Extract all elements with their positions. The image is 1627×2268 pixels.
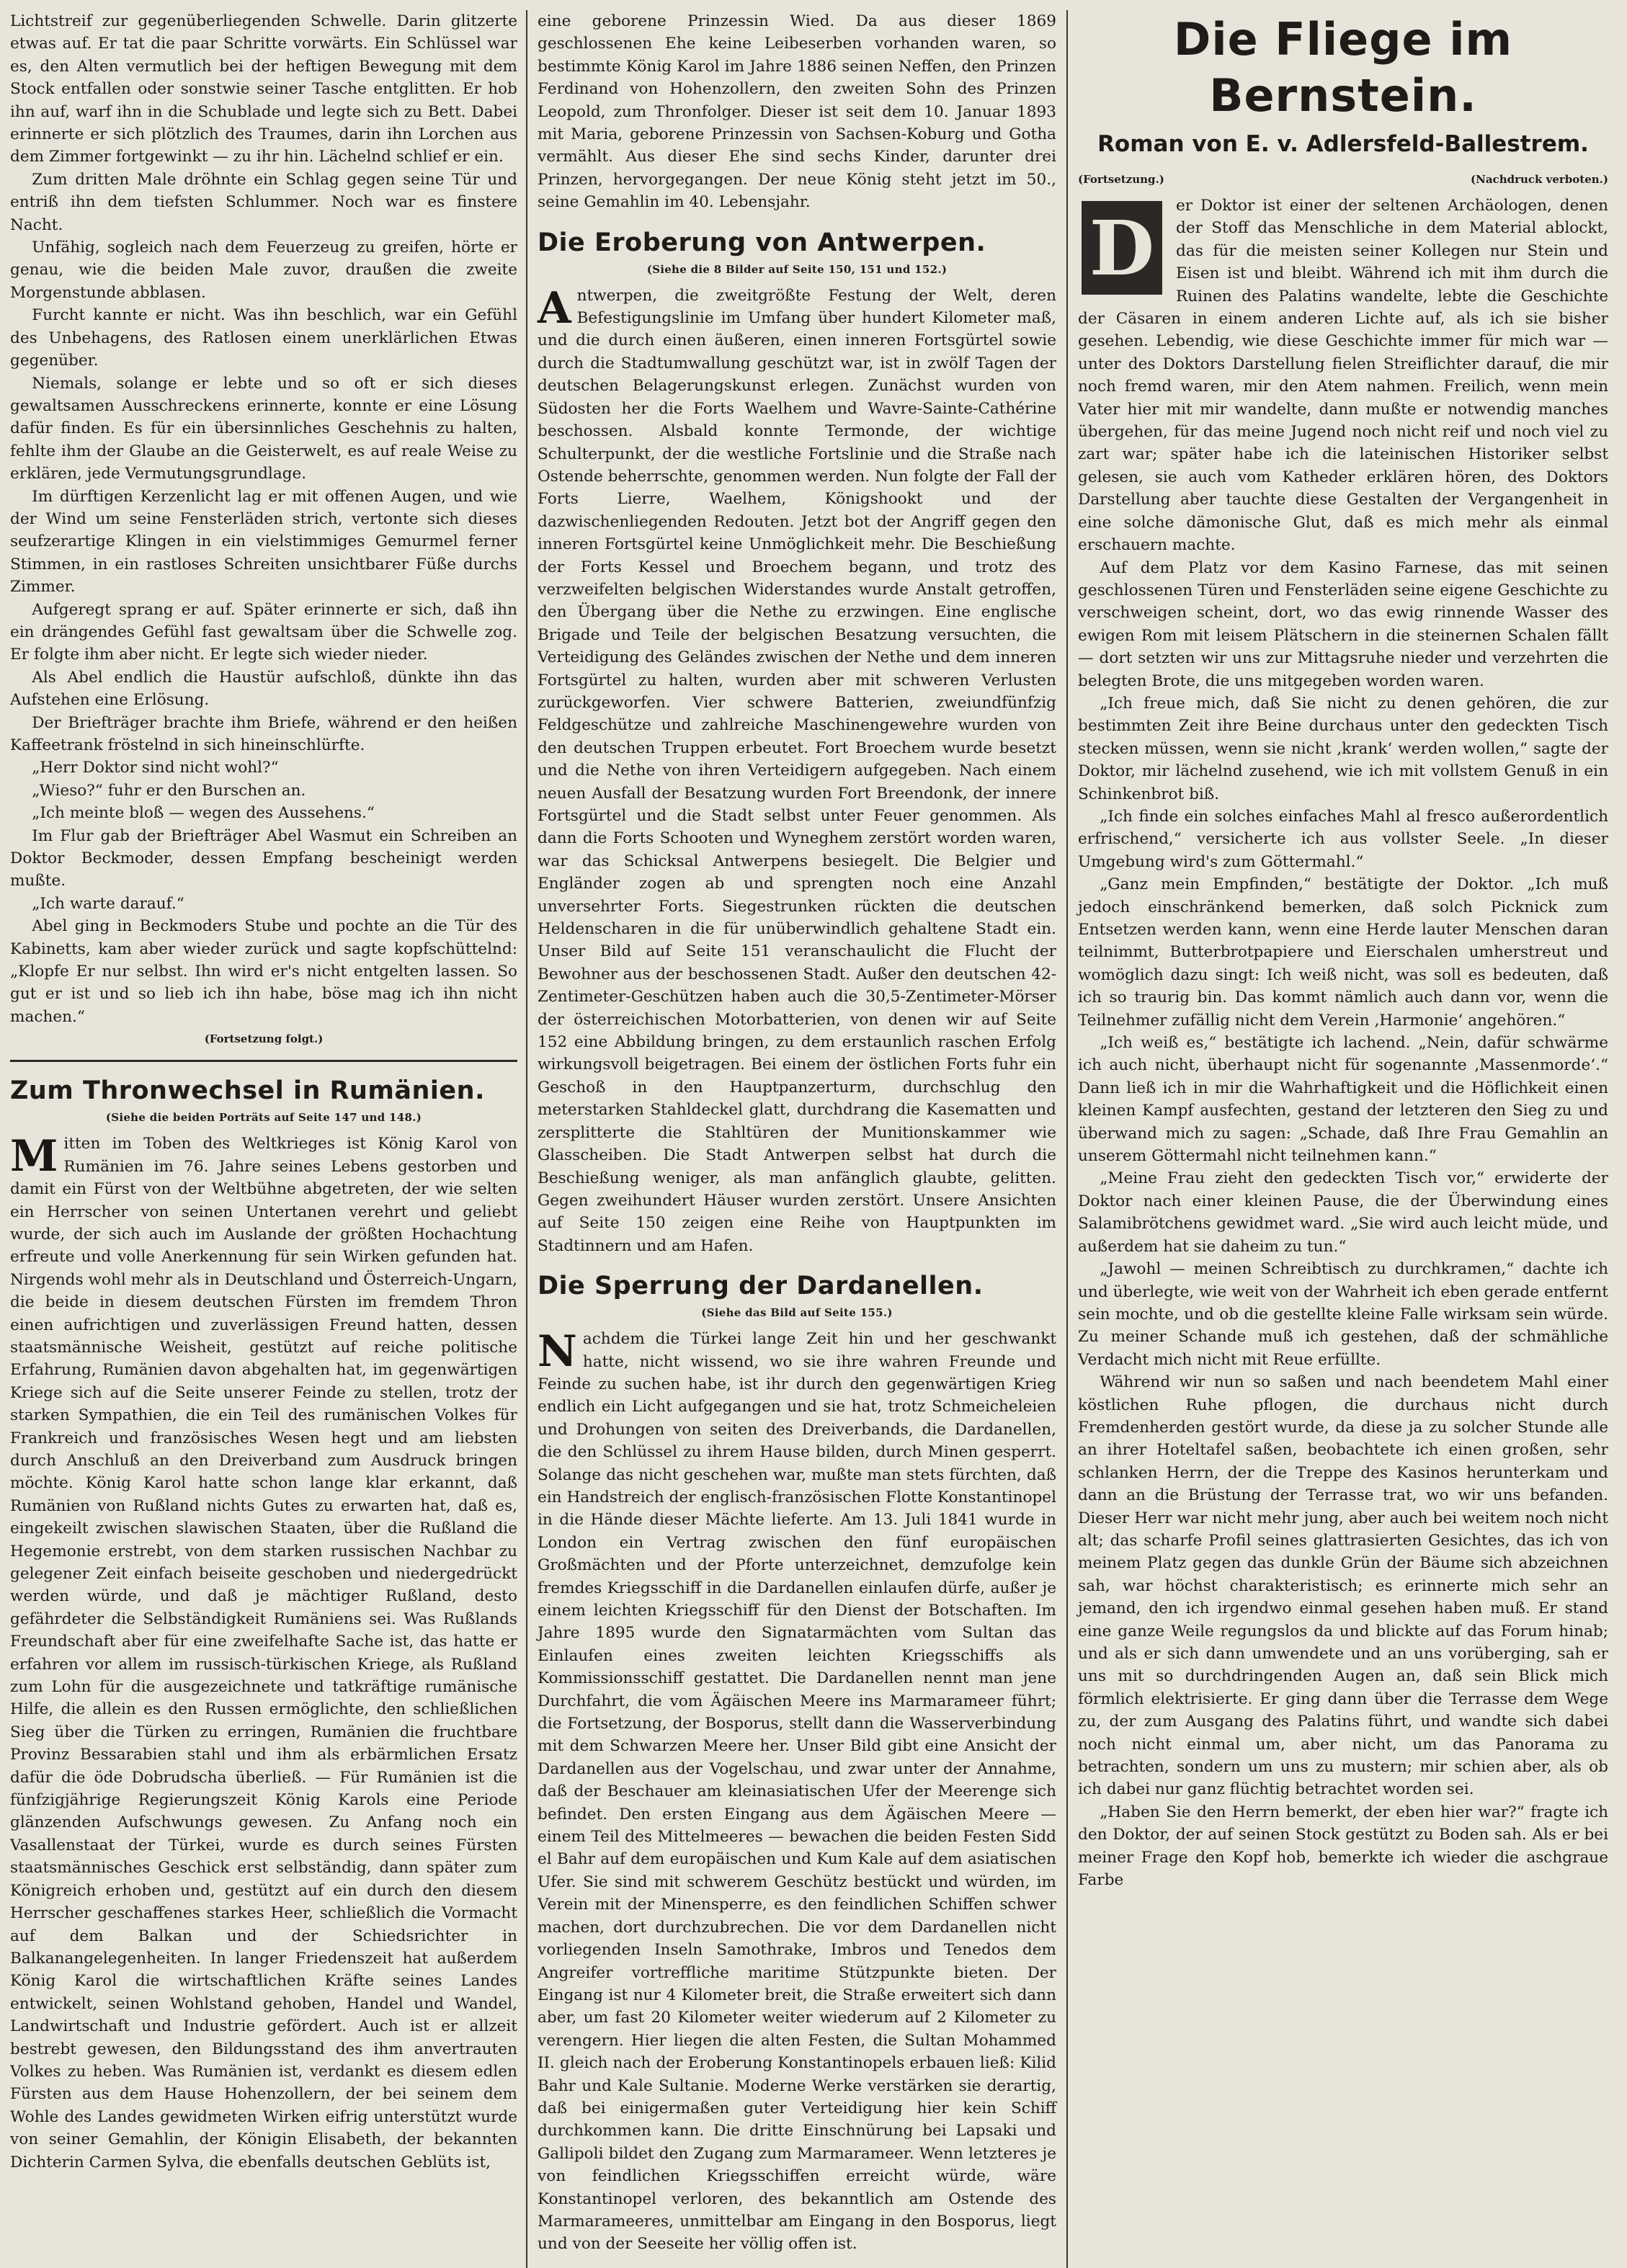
serial-continuation [10,10,517,1050]
paragraph: „Haben Sie den Herrn bemerkt, der eben hier war?“ fragte ich den Doktor, der auf seinen Stock gestützt zu Boden sah. Als er bei meiner Frage den Kopf hob, bemerkte ich wieder die aschgraue Farbe [1078,1803,1608,1890]
article-headline: Die Sperrung der Dardanellen. [538,1272,984,1301]
paragraph: Aufgeregt sprang er auf. Später erinnerte er sich, daß ihn ein drängendes Gefühl fast gewaltsam über die Schwelle zog. Er folgte ihm aber nicht. Er legte sich wieder nieder. [10,600,517,664]
paragraph: „Jawohl — meinen Schreibtisch zu durchkramen,“ dachte ich und überlegte, wie weit von der Wahrheit ich eben gerade entfernt sein mochte, und ob die gestellte kleine Falle wirksam sein würde. Zu meiner Schande muß ich gestehen, daß der schmähliche Verdacht mich nicht mit Reue erfüllte. [1078,1260,1608,1369]
paragraph [10,1133,517,2174]
paragraph-text: itten im Toben des Weltkrieges ist König Karol von Rumänien im 76. Jahre seines Lebens gestorben und damit ein Fürst von der Weltbühne abgetreten, der wie selten ein Herrscher von seinen Untertanen verehrt und geliebt wurde, der sich auch im Auslande der größten Hochachtung erfreute und volle Anerkennung für sein Wirken gefunden hat. Nirgends wohl mehr als in Deutschland und Österreich-Ungarn, die beide in diesem deutschen Fürsten im fremdem Thron einen aufrichtigen und zuverlässigen Freund hatten, dessen staatsmännische Weisheit, gestützt auf reiche politische Erfahrung, Rumänien davon abgehalten hat, im gegenwärtigen Kriege sich auf die Seite unserer Feinde zu stellen, trotz der starken Sympathien, die ein Teil des rumänischen Volkes für Frankreich und französisches Wesen hegt und am liebsten durch Anschluß an den Dreiverband zum Ausdruck bringen möchte. König Karol hatte schon lange klar erkannt, daß Rumänien von Rußland nichts Gutes zu erwarten hat, daß es, eingekeilt zwischen slawischen Staaten, über die Rußland die Hegemonie erstrebt, von dem starken russischen Nachbar zu gelegener Zeit einfach beiseite geschoben und niedergedrückt werden würde, und daß je mächtiger Rußland, desto gefährdeter die Selbständigkeit Rumäniens sei. Was Rußlands Freundschaft aber für eine zweifelhafte Sache ist, das hatte er erfahren vor allem im russisch-türkischen Kriege, als Rußland zum Lohn für die ausgezeichnete und tatkräftige rumänische Hilfe, die allein es den Russen ermöglichte, den schließlichen Sieg über die Türken zu erringen, Rumänien die fruchtbare Provinz Bessarabien stahl und ihm als erbärmlichen Ersatz dafür die öde Dobrudscha überließ. — Für Rumänien ist die fünfzigjährige Regierungszeit König Karols eine Periode glänzenden Aufschwungs gewesen. Zu Anfang noch ein Vasallenstaat der Türkei, wurde es durch seines Fürsten staatsmännisches Geschick erst selbständig, dann später zum Königreich erhoben und, gestützt auf ein durch den diesem Herrscher geschaffenes starkes Heer, schließlich die Vormacht auf dem Balkan und der Schiedsrichter in Balkanangelegenheiten. In langer Friedenszeit hat außerdem König Karol die wirtschaftlichen Kräfte seines Landes entwickelt, seinen Wohlstand gehoben, Handel und Wandel, Landwirtschaft und Industrie gefördert. Auch ist er allzeit bestrebt gewesen, den Bildungsstand des ihm anvertrauten Volkes zu heben. Was Rumänien ist, verdankt es diesem edlen Fürsten aus dem Hause Hohenzollern, der bei seinem dem Wohle des Landes gewidmeten Wirken eifrig unterstützt wurde von seiner Gemahlin, der Königin Elisabeth, der bekannten Dichterin Carmen Sylva, die ebenfalls deutschen Geblüts ist, [10,1135,517,2171]
paragraph: Niemals, solange er lebte und so oft er sich dieses gewaltsamen Ausschreckens erinnerte, konnte er eine Lösung dafür finden. Es für ein übersinnliches Geschehnis zu halten, fehlte ihm der Glaube an die Geisterwelt, es auf reale Weise zu erklären, jede Vermutungsgrundlage. [10,374,517,483]
drop-cap: A [538,282,571,334]
paragraph: Im dürftigen Kerzenlicht lag er mit offenen Augen, und wie der Wind um seine Fensterläden strich, vertonte sich dieses seufzerartige Klingen in ein vielstimmiges Gemurmel ferner Stimmen, in ein rastloses Schreiten unsichtbarer Füße durchs Zimmer. [10,487,517,597]
article-dardanelles [538,1270,1056,2256]
column-right [1066,10,1608,2268]
paragraph: Lichtstreif zur gegenüberliegenden Schwelle. Darin glitzerte etwas auf. Er tat die paar Schritte vorwärts. Ein Schlüssel war es, den Alten vermutlich bei der heftigen Bewegung mit dem Stock entfallen oder sonstwie seiner Tasche entglitten. Er hob ihn auf, warf ihn in die Schublade und legte sich zu Bett. Dabei erinnerte er sich plötzlich des Traumes, darin ihn Lorchen aus dem Zimmer fortgewinkt — zu ihr hin. Lächelnd schlief er ein. [10,12,517,166]
novel-author: Roman von E. v. Adlersfeld-Ballestrem. [1097,131,1589,157]
article-romania [10,1075,517,2174]
continuation-note: (Fortsetzung.) [1078,173,1164,186]
paragraph: Der Briefträger brachte ihm Briefe, während er den heißen Kaffeetrank fröstelnd in sich hineinschlürfte. [10,713,517,754]
paragraph: Im Flur gab der Briefträger Abel Wasmut ein Schreiben an Doktor Beckmoder, dessen Empfang bescheinigt werden mußte. [10,826,517,890]
paragraph [538,282,1056,1257]
article-romania-continued [538,10,1056,214]
column-left [10,10,526,2268]
paragraph: „Ich warte darauf.“ [32,894,184,913]
paragraph: Während wir nun so saßen und nach beendetem Mahl einer köstlichen Ruhe pflogen, die durchaus nicht durch Fremdenherden gestört wurde, da diese ja zu solcher Stunde alle an ihrer Hoteltafel saßen, beobachtete ich einen großen, sehr schlanken Herrn, der die Treppe des Kasinos herunterkam und dann an die Brüstung der Terrasse trat, wo wir uns befanden. Dieser Herr war nicht mehr jung, aber auch bei weitem noch nicht alt; das scharfe Profil seines glattrasierten Gesichtes, das ich von meinem Platz gegen das dunkle Grün der Bäume sich abzeichnen sah, war höchst charakteristisch; es erinnerte mich sehr an jemand, den ich irgendwo einmal gesehen haben muß. Er stand eine ganze Weile regungslos da und blickte auf das Forum hinab; und als er sich dann umwendete und an uns vorüberging, sah er uns mit so durchdringenden Augen an, daß sein Blick mich förmlich elektrisierte. Er ging dann über die Terrasse dem Wege zu, der zum Ausgang des Palatins führt, und wandte sich dabei noch nicht einmal um, aber nicht, um das Panorama zu betrachten, sondern um uns zu mustern; mir schien aber, als ob ich dabei nur ganz flüchtig betrachtet worden sei. [1078,1373,1608,1799]
paragraph: „Ich finde ein solches einfaches Mahl al fresco außerordentlich erfrischend,“ versicherte ich aus vollster Seele. „In dieser Umgebung wird's zum Göttermahl.“ [1078,807,1608,871]
paragraph: „Wieso?“ fuhr er den Burschen an. [32,781,306,800]
paragraph: er Doktor ist einer der seltenen Archäologen, denen der Stoff das Menschliche in dem Material ablockt, das für die meisten seiner Kollegen nur Stein und Eisen ist und bleibt. Während ich mit ihm durch die Ruinen des Palatins wandelte, lebte die Geschichte der Cäsaren in einem anderen Lichte auf, als ich sie bisher gesehen. Lebendig, wie diese Geschichte immer für mich war — unter des Doktors Darstellung fielen Streiflichter darauf, die mir noch fremd waren, mir den Atem nahmen. Freilich, wenn mein Vater hier mit mir wandelte, dann mußte er notwendig manches übergehen, für das meine Jugend noch nicht reif und noch viel zu zart war; später habe ich die lateinischen Historiker selbst gelesen, sie auch vom Katheder erklären hören, des Doktors Darstellung aber tauchte diese Gestalten der Vergangenheit in eine solche dämonische Glut, daß es mich mehr als einmal erschauern machte. [1078,197,1608,555]
continued-note: (Fortsetzung folgt.) [204,1032,324,1046]
paragraph: eine geborene Prinzessin Wied. Da aus dieser 1869 geschlossenen Ehe keine Leibeserben vorhanden waren, so bestimmte König Karol im Jahre 1886 seinen Neffen, den Prinzen Ferdinand von Hohenzollern, den zweiten Sohn des Prinzen Leopold, zum Thronfolger. Dieser ist seit dem 10. Januar 1893 mit Maria, geborene Prinzessin von Sachsen-Koburg und Gotha vermählt. Aus dieser Ehe sind sechs Kinder, darunter drei Prinzen, hervorgegangen. Der neue König steht jetzt im 50., seine Gemahlin im 40. Lebensjahr. [538,12,1056,212]
paragraph: Unfähig, sogleich nach dem Feuerzeug zu greifen, hörte er genau, wie die beiden Male zuvor, draußen die zweite Morgenstunde abblasen. [10,238,517,302]
article-reference-note: (Siehe die beiden Porträts auf Seite 147 und 148.) [105,1111,422,1125]
paragraph: Abel ging in Beckmoders Stube und pochte an die Tür des Kabinetts, kam aber wieder zurück und sagte kopfschüttelnd: „Klopfe Er nur selbst. Ihn wird er's nicht entgelten lassen. So gut er ist und so lieb ich ihn habe, böse mag ich ihn nicht machen.“ [10,917,517,1026]
paragraph: „Ganz mein Empfinden,“ bestätigte der Doktor. „Ich muß jedoch einschränkend bemerken, daß solch Picknick zum Entsetzen werden kann, wenn eine Herde lauter Menschen daran teilnimmt, Butterbrotpapiere und Eierschalen umherstreut und womöglich dazu singt: Ich weiß nicht, was soll es bedeuten, daß ich so traurig bin. Das kommt nämlich auch dann vor, wenn die Teilnehmer zufällig nicht dem Verein ‚Harmonie‘ angehören.“ [1078,875,1608,1030]
article-headline: Zum Thronwechsel in Rumänien. [10,1076,485,1106]
reprint-note: (Nachdruck verboten.) [1471,173,1608,186]
paragraph-text: achdem die Türkei lange Zeit hin und her geschwankt hatte, nicht wissend, wo sie ihre wahren Freunde und Feinde zu suchen habe, ist ihr durch den gegenwärtigen Krieg endlich ein Licht aufgegangen und sie hat, trotz Schmeicheleien und Drohungen von seiten des Dreiverbands, die Dardanellen, die den Schlüssel zu ihrem Hause bilden, durch Minen gesperrt. Solange das nicht geschehen war, mußte man stets fürchten, daß ein Handstreich der englisch-französischen Flotte Konstantinopel in die Hände dieser Mächte lieferte. Am 13. Juli 1841 wurde in London ein Vertrag zwischen den fünf europäischen Großmächten und der Pforte unterzeichnet, demzufolge kein fremdes Kriegsschiff in die Dardanellen einlaufen dürfe, außer je einem leichten Kriegsschiff für den Dienst der Botschaften. Im Jahre 1895 wurde den Signatarmächten vom Sultan das Einlaufen eines zweiten leichten Kriegsschiffs als Kommissionsschiff gestattet. Die Dardanellen nennt man jene Durchfahrt, die vom Ägäischen Meere ins Marmarameer führt; die Fortsetzung, der Bosporus, stellt dann die Wasserverbindung mit dem Schwarzen Meere her. Unser Bild gibt eine Ansicht der Dardanellen aus der Vogelschau, und zwar unter der Annahme, daß der Beschauer am kleinasiatischen Ufer der Meerenge sich befindet. Den ersten Eingang aus dem Ägäischen Meere — einem Teil des Mittelmeeres — bewachen die beiden Festen Sidd el Bahr auf dem europäischen und Kum Kale auf dem asiatischen Ufer. Sie sind mit schwerem Geschütz bestückt und würden, im Verein mit der Minensperre, es den feindlichen Schiffen schwer machen, dort durchzubrechen. Die vor dem Dardanellen nicht vorliegenden Inseln Samothrake, Imbros und Tenedos dem Angreifer vortreffliche maritime Stützpunkte bieten. Der Eingang ist nur 4 Kilometer breit, die Straße erweitert sich dann aber, um fast 20 Kilometer weiter wiederum auf 2 Kilometer zu verengern. Hier liegen die alten Festen, die Sultan Mohammed II. gleich nach der Eroberung Konstantinopels erbauen ließ: Kilid Bahr und Kale Sultanie. Moderne Werke verstärken sie derartig, daß bei einigermaßen guter Verteidigung hier kein Schiff durchkommen kann. Die dritte Einschnürung bei Lapsaki und Gallipoli bildet den Zugang zum Marmarameer. Wenn letzteres je von feindlichen Kriegsschiffen erreicht würde, wäre Konstantinopel verloren, des bekanntlich am Ostende des Marmarameeres, unmittelbar am Eingang in den Bosporus, liegt und von der Seeseite her völlig offen ist. [538,1330,1056,2254]
paragraph: Als Abel endlich die Haustür aufschloß, dünkte ihn das Aufstehen eine Erlösung. [10,668,517,710]
paragraph [538,1328,1056,2256]
paragraph: „Meine Frau zieht den gedeckten Tisch vor,“ erwiderte der Doktor nach einer kleinen Pause, die der Überwindung eines Salamibrötchens gewidmet ward. „Sie wird auch leicht müde, und außerdem hat sie daheim zu tun.“ [1078,1169,1608,1256]
drop-cap: N [538,1326,577,1378]
novel-title: Die Fliege im Bernstein. [1173,13,1513,122]
paragraph: Furcht kannte er nicht. Was ihn beschlich, war ein Gefühl des Unbehagens, des Ratlosen einem unerklärlichen Etwas gegenüber. [10,306,517,370]
paragraph: „Ich weiß es,“ bestätigte ich lachend. „Nein, dafür schwärme ich auch nicht, überhaupt nicht für sogenannte ‚Massenmorde‘.“ Dann ließ ich in mir die Wahrhaftigkeit und die Höflichkeit einen kleinen Kampf ausfechten, gestand der letzteren den Sieg zu und überwand mich zu sagen: „Schade, daß Ihre Frau Gemahlin an unserem Göttermahl nicht teilnehmen kann.“ [1078,1034,1608,1166]
column-middle [526,10,1066,2268]
paragraph: Zum dritten Male dröhnte ein Schlag gegen seine Tür und entriß ihn dem tiefsten Schlummer. Noch war es finstere Nacht. [10,170,517,234]
paragraph: „Ich freue mich, daß Sie nicht zu denen gehören, die zur bestimmten Zeit ihre Beine durchaus unter den gedeckten Tisch stecken müssen, wenn sie nicht ‚krank‘ werden wollen,“ sagte der Doktor, mir lächelnd zusehend, wie ich mit vollstem Genuß in ein Schinkenbrot biß. [1078,694,1608,803]
section-divider [10,1060,517,1062]
paragraph-text: ntwerpen, die zweitgrößte Festung der Welt, deren Befestigungslinie im Umfang über hundert Kilometer maß, und die durch einen äußeren, einen inneren Fortsgürtel sowie durch die Stadtumwallung geschützt war, ist in zwölf Tagen der deutschen Belagerungskunst erlegen. Zunächst wurden von Südosten her die Forts Waelhem und Wavre-Sainte-Cathérine beschossen. Alsbald konnte Termonde, der wichtige Schulterpunkt, der die westliche Fortslinie und die Straße nach Ostende beherrschte, genommen werden. Nun folgte der Fall der Forts Lierre, Waelhem, Königshookt und der dazwischenliegenden Redouten. Jetzt bot der Angriff gegen den inneren Fortsgürtel keine Unmöglichkeit mehr. Die Beschießung der Forts Kessel und Broechem begann, und trotz des verzweifelten belgischen Widerstandes wurde Anstalt getroffen, den Übergang über die Nethe zu erzwingen. Eine englische Brigade und Teile der belgischen Besatzung versuchten, die Verteidigung des Geländes zwischen der Nethe und dem inneren Fortsgürtel zu halten, wurden aber mit schweren Verlusten zurückgeworfen. Vier schwere Batterien, zweiundfünfzig Feldgeschütze und zahlreiche Maschinengewehre wurden von den deutschen Truppen erbeutet. Fort Broechem wurde besetzt und die Nethe von ihren Verteidigern aufgegeben. Nach einem neuen Ausfall der Besatzung wurden Fort Breendonk, der innere Fortsgürtel und die Stadt selbst unter Feuer genommen. Als dann die Forts Schooten und Wyneghem zerstört worden waren, war das Schicksal Antwerpens besiegelt. Die Belgier und Engländer zogen ab und sprengten noch eine Anzahl unversehrter Forts. Siegestrunken rückten die deutschen Heldenscharen in die für unüberwindlich gehaltene Stadt ein. Unser Bild auf Seite 151 veranschaulicht die Flucht der Bewohner aus der beschossenen Stadt. Außer den deutschen 42-Zentimeter-Geschützen haben auch die 30,5-Zentimeter-Mörser der österreichischen Motorbatterien, von denen wir auf Seite 152 eine Abbildung bringen, zu dem erstaunlich raschen Erfolg wirkungsvoll beigetragen. Bei einem der östlichen Forts fuhr ein Geschoß in den Hauptpanzerturm, durchschlug den meterstarken Stahldeckel glatt, durchdrang die Kasematten und zersplitterte die Stahltüren der Munitionskammer wie Glasscheiben. Die Stadt Antwerpen selbst hat durch die Beschießung weniger, als man anfänglich glaubte, gelitten. Gegen zweihundert Häuser wurden zerstört. Unsere Ansichten auf Seite 150 zeigen eine Reihe von Hauptpunkten im Stadtinnern und am Hafen. [538,286,1056,1255]
novel-notes [1078,171,1608,187]
article-reference-note: (Siehe das Bild auf Seite 155.) [701,1306,893,1320]
paragraph: „Herr Doktor sind nicht wohl?“ [32,759,279,777]
paragraph: „Ich meinte bloß — wegen des Aussehens.“ [32,804,375,823]
article-antwerp [538,227,1056,1257]
article-headline: Die Eroberung von Antwerpen. [538,228,986,257]
paragraph: Auf dem Platz vor dem Kasino Farnese, das mit seinen geschlossenen Türen und Fensterläden seine eigene Geschichte zu verschweigen scheint, dort, wo das ewig rinnende Wasser des ewigen Rom mit leisem Plätschern in die steinernen Schalen fällt — dort setzten wir uns zur Mittagsruhe nieder und verzehrten die belegten Brote, die uns mitgegeben worden waren. [1078,558,1608,690]
drop-cap: M [10,1131,58,1182]
article-reference-note: (Siehe die 8 Bilder auf Seite 150, 151 und 152.) [646,262,948,276]
novel-text [1078,195,1608,1891]
ornamental-initial: D [1078,197,1166,298]
